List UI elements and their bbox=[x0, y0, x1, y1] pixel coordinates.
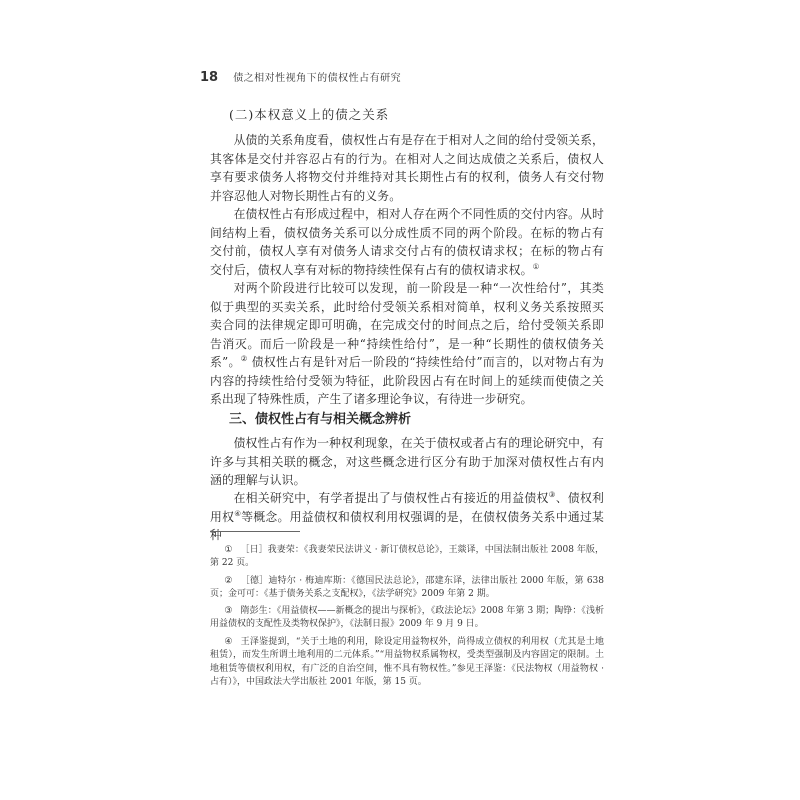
footnote-3 bbox=[210, 605, 604, 632]
paragraph-3 bbox=[210, 279, 604, 409]
footnote-ref: ④ bbox=[234, 508, 242, 518]
footnote-text: ［日］我妻荣：《我妻荣民法讲义 · 新订债权总论》，王燚译，中国法制出版社 2008 年版，第 22 页。 bbox=[210, 545, 604, 569]
paragraph-text: 债权性占有是针对后一阶段的“持续性给付”而言的，以对物占有为内容的持续性给付受领为特征，此阶段因占有在时间上的延续而使债之关系出现了特殊性质，产生了诸多理论争议，有待进一步研究。 bbox=[210, 355, 605, 406]
paragraph-4 bbox=[210, 434, 604, 490]
footnote-text: ［德］迪特尔 · 梅迪库斯：《德国民法总论》，邵建东译，法律出版社 2000 年版，第 638 页；金可可：《基于债务关系之支配权》，《法学研究》2009 年第 2 期。 bbox=[210, 576, 605, 600]
paragraph-text: 在债权性占有形成过程中，相对人存在两个不同性质的交付内容。从时间结构上看，债权债务关系可以分成性质不同的两个阶段。在标的物占有交付前，债权人享有对债务人请求交付占有的债权请求权；在标的物占有交付后，债权人享有对标的物持续性保有占有的债权请求权。 bbox=[210, 207, 604, 277]
footnote-text: 隋彭生：《用益债权——新概念的提出与探析》，《政法论坛》2008 年第 3 期；陶铮：《浅析用益债权的支配性及类物权保护》，《法制日报》2009 年 9 月 9 日。 bbox=[210, 606, 605, 630]
running-title: 债之相对性视角下的债权性占有研究 bbox=[233, 73, 402, 84]
paragraph-text: 在相关研究中，有学者提出了与债权性占有接近的用益债权 bbox=[233, 491, 549, 505]
page-number: 18 bbox=[200, 70, 219, 85]
footnote-mark: ① bbox=[224, 545, 233, 555]
paragraph-text: 等概念。用益债权和债权利用权强调的是，在债权债务关系中通过某种 bbox=[210, 509, 604, 542]
paragraph-text: 从债的关系角度看，债权性占有是存在于相对人之间的给付受领关系，其客体是交付并容忍占有的行为。在相对人之间达成债之关系后，债权人享有要求债务人将物交付并维持对其长期性占有的权利，债务人有交付物并容忍他人对物长期性占有的义务。 bbox=[210, 133, 604, 203]
paragraph-text: 对两个阶段进行比较可以发现，前一阶段是一种“一次性给付”，其类似于典型的买卖关系，此时给付受领关系相对简单，权利义务关系按照买卖合同的法律规定即可明确，在完成交付的时间点之后，给付受领关系即告消灭。而后一阶段是一种“持续性给付”，是一种“长期性的债权债务关系”。 bbox=[210, 281, 604, 369]
paragraph-1 bbox=[210, 131, 604, 205]
footnote-mark: ④ bbox=[224, 637, 233, 647]
footnote-mark: ③ bbox=[224, 606, 233, 616]
section-heading: 三、债权性占有与相关概念辨析 bbox=[229, 412, 412, 427]
footnote-2 bbox=[210, 575, 604, 602]
paragraph-2 bbox=[210, 205, 604, 279]
running-header bbox=[200, 66, 401, 85]
footnote-1 bbox=[210, 544, 604, 571]
paragraph-text: 、债权利用权 bbox=[210, 491, 605, 524]
footnote-divider bbox=[210, 531, 300, 532]
paragraph-5 bbox=[210, 489, 604, 545]
footnote-text: 王泽鉴提到，“关于土地的利用，除设定用益物权外，尚得成立债权的利用权（尤其是土地租赁），而发生所谓土地利用的二元体系。”“用益物权系属物权，受类型强制及内容固定的限制。土地租赁等债权利用权，有广泛的自治空间，惟不具有物权性。”参见王泽鉴：《民法物权（用益物权 · 占有）》，中国政法大学出版社 2001 年版，第 15 页。 bbox=[210, 637, 604, 688]
footnote-ref: ② bbox=[240, 354, 248, 364]
paragraph-text: 债权性占有作为一种权利现象，在关于债权或者占有的理论研究中，有许多与其相关联的概念，对这些概念进行区分有助于加深对债权性占有内涵的理解与认识。 bbox=[210, 436, 604, 487]
footnote-4 bbox=[210, 636, 604, 690]
subsection-heading: (二)本权意义上的债之关系 bbox=[229, 107, 390, 122]
footnote-ref: ① bbox=[532, 261, 540, 271]
footnote-ref: ③ bbox=[548, 490, 556, 500]
footnote-mark: ② bbox=[224, 576, 233, 586]
